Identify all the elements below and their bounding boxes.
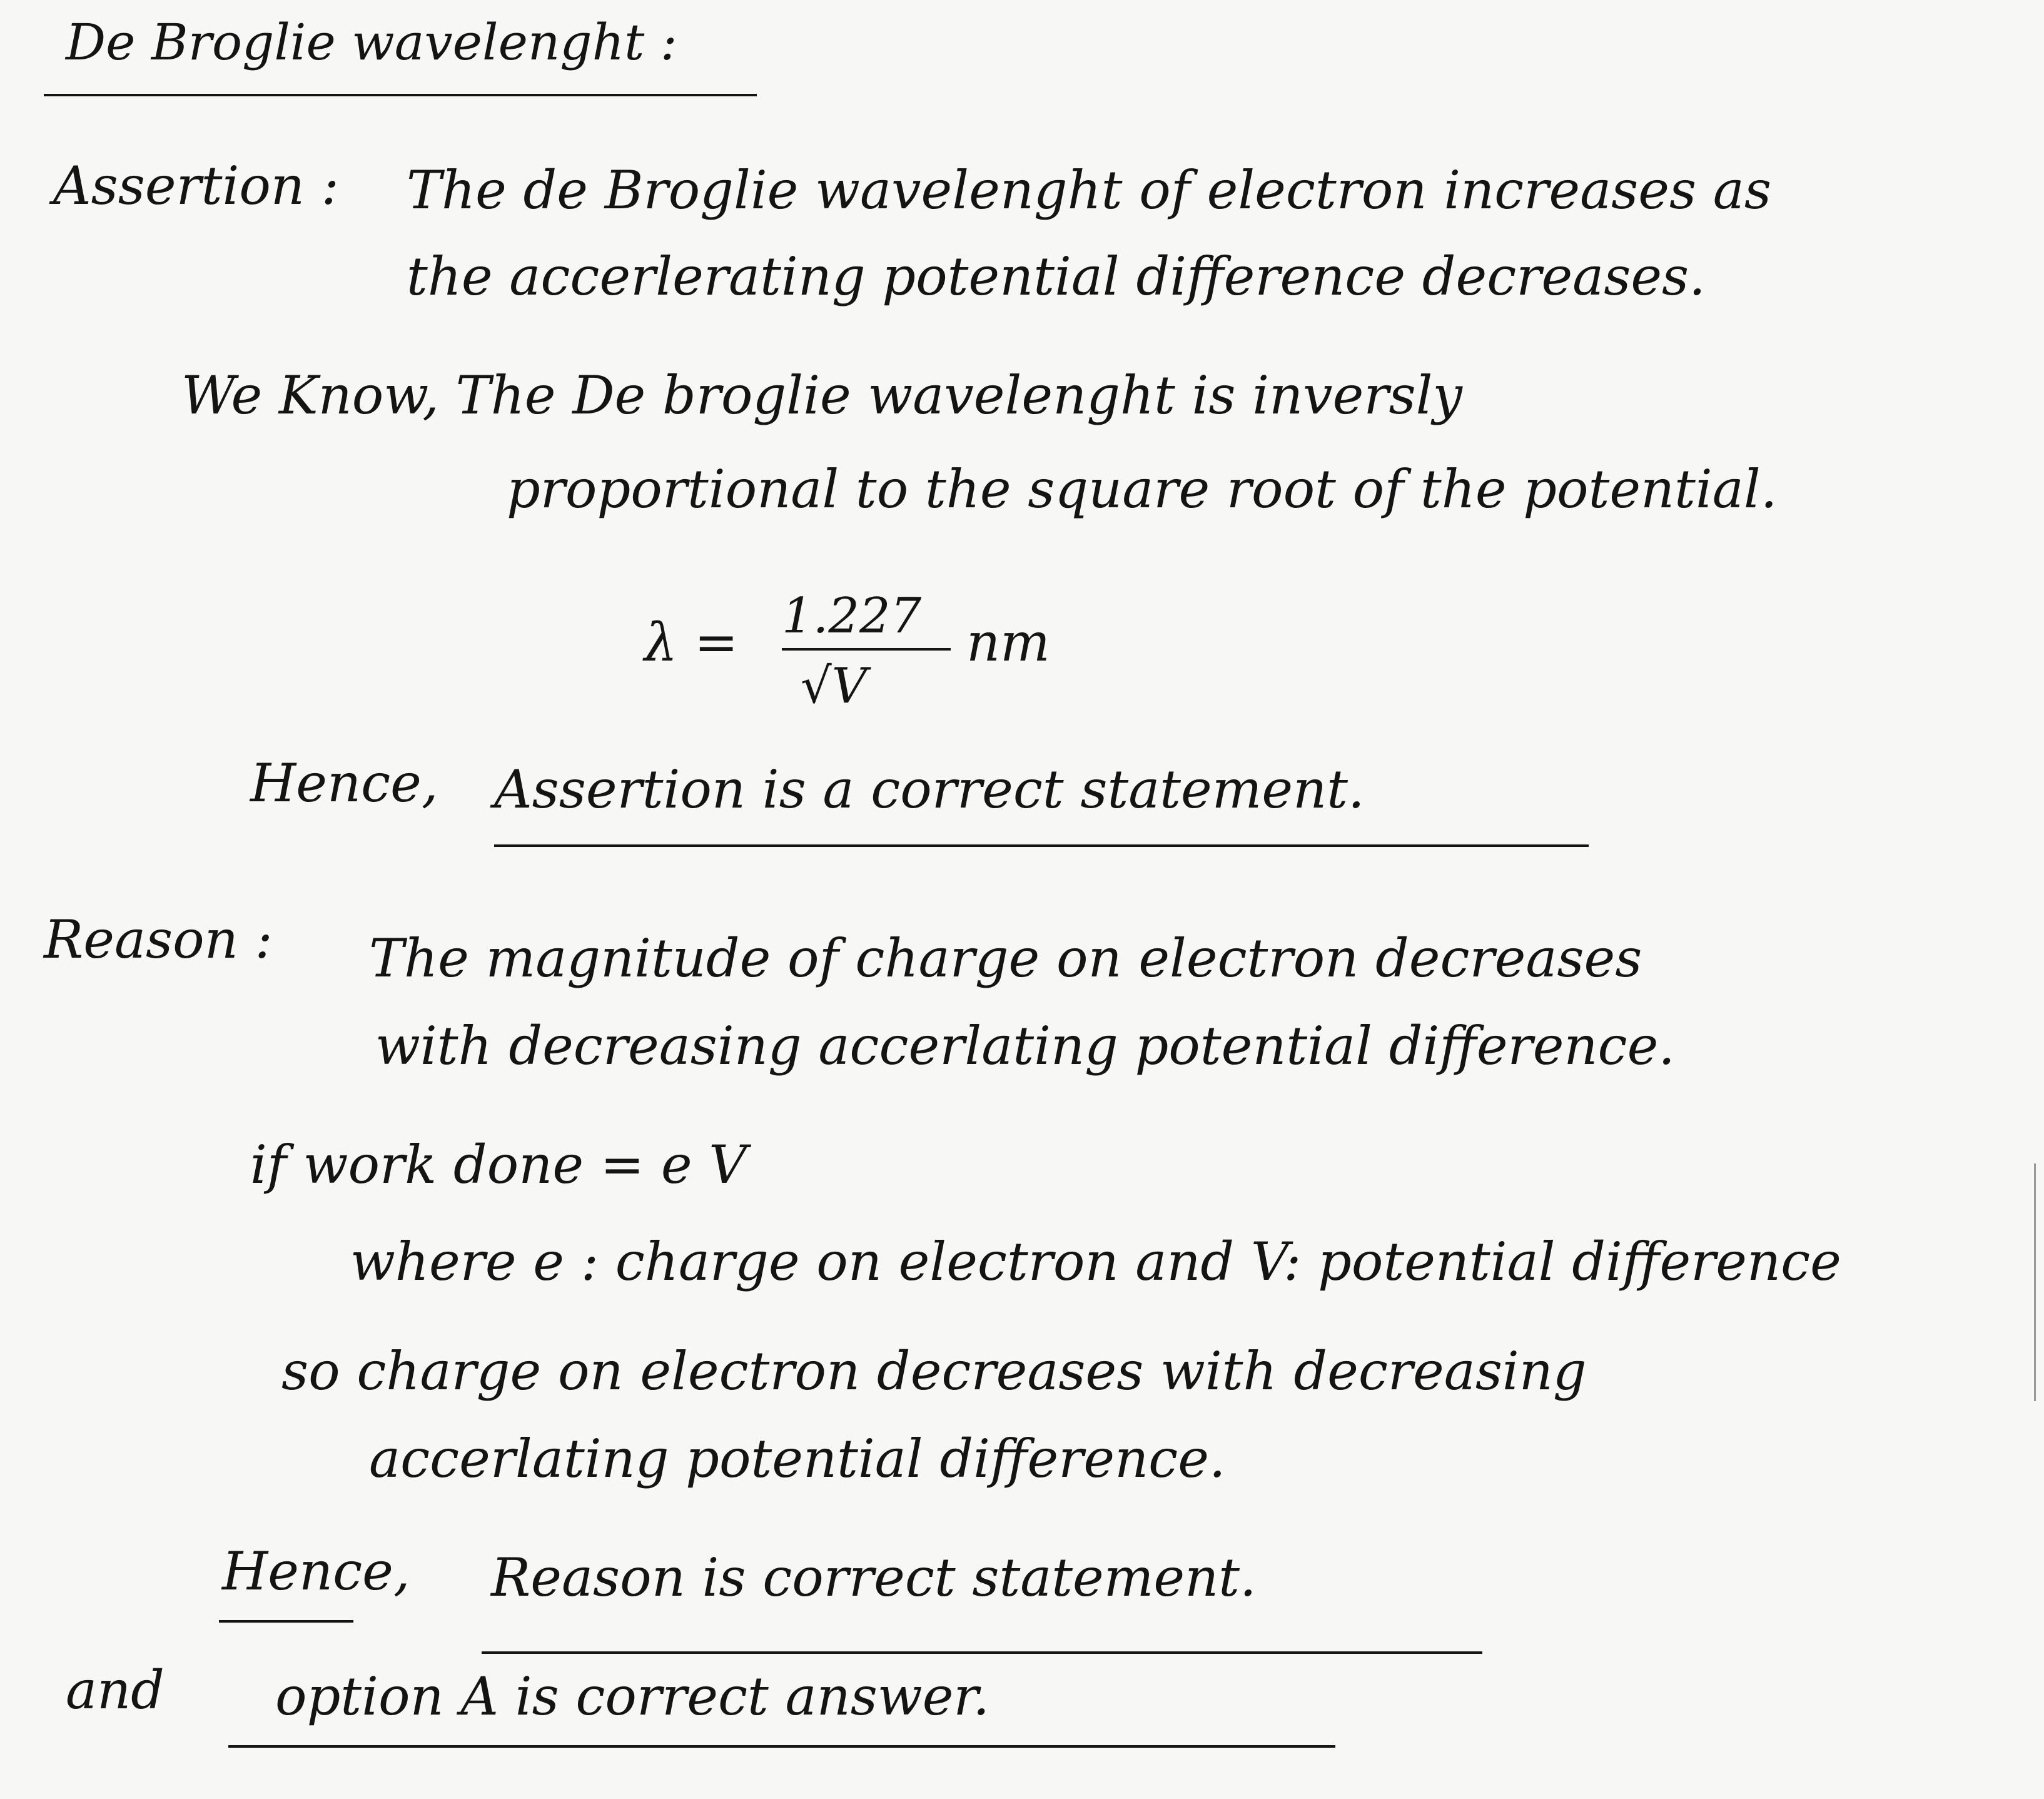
assertion-conclusion-underline — [494, 844, 1589, 847]
reason-conclusion-underline — [482, 1651, 1482, 1654]
formula-unit: nm — [966, 612, 1050, 673]
fraction-bar — [782, 648, 951, 651]
reason-conclusion: Reason is correct statement. — [491, 1547, 1257, 1608]
reason-label: Reason : — [44, 909, 273, 970]
assertion-hence: Hence, — [250, 753, 438, 814]
reason-line-1: The magnitude of charge on electron decreases — [369, 928, 1642, 989]
final-answer-underline — [228, 1745, 1335, 1748]
where-line: where e : charge on electron and V: potential difference — [350, 1231, 1841, 1292]
formula-numerator: 1.227 — [782, 588, 922, 644]
title-underline — [44, 94, 757, 96]
we-know-line-1: We Know, The De broglie wavelenght is inversly — [181, 365, 1462, 426]
formula-fraction — [782, 588, 963, 726]
we-know-line-2: proportional to the square root of the potential. — [507, 459, 1778, 520]
so-line-2: accerlating potential difference. — [369, 1428, 1226, 1489]
final-prefix: and — [66, 1660, 164, 1721]
reason-line-2: with decreasing accerlating potential difference. — [375, 1015, 1675, 1077]
reason-hence-underline — [219, 1620, 353, 1623]
assertion-label: Assertion : — [53, 155, 340, 216]
final-answer: option A is correct answer. — [275, 1666, 990, 1727]
work-done-line: if work done = e V — [250, 1134, 747, 1195]
assertion-line-1: The de Broglie wavelenght of electron increases as — [407, 160, 1771, 221]
reason-hence: Hence, — [222, 1541, 410, 1602]
formula-lhs: λ = — [644, 612, 739, 673]
formula-denominator: √V — [801, 658, 868, 714]
assertion-conclusion: Assertion is a correct statement. — [494, 759, 1365, 820]
paper-edge-mark — [2034, 1163, 2036, 1401]
note-title: De Broglie wavelenght : — [66, 13, 677, 71]
assertion-line-2: the accerlerating potential difference decreases. — [407, 246, 1706, 307]
so-line-1: so charge on electron decreases with decreasing — [281, 1340, 1587, 1402]
